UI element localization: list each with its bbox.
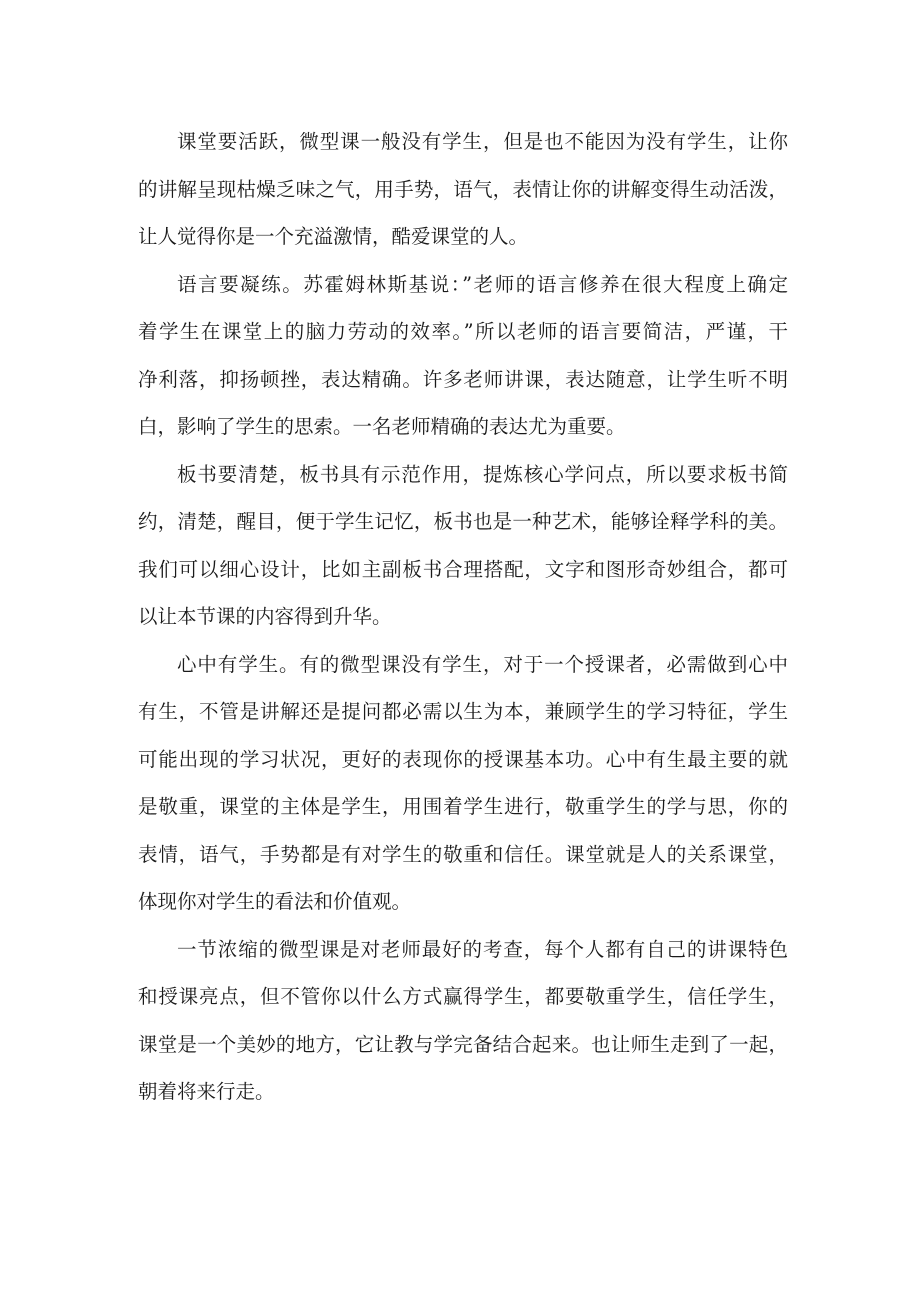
- text-line: 表情，语气，手势都是有对学生的敬重和信任。课堂就是人的关系课堂，: [138, 842, 788, 866]
- text-line: 和授课亮点，但不管你以什么方式赢得学生，都要敬重学生，信任学生，: [138, 985, 788, 1008]
- paragraph-students-in-mind: [138, 641, 788, 926]
- text-line: 语言要凝练。苏霍姆林斯基说：”老师的语言修养在很大程度上确定: [177, 272, 788, 296]
- paragraph-lively-classroom: [138, 118, 788, 261]
- text-line: 净利落，抑扬顿挫，表达精确。许多老师讲课，表达随意，让学生听不明: [138, 367, 788, 391]
- text-line: 心中有学生。有的微型课没有学生，对于一个授课者，必需做到心中: [177, 652, 788, 676]
- text-line: 有生，不管是讲解还是提问都必需以生为本，兼顾学生的学习特征，学生: [138, 700, 788, 723]
- paragraph-clear-blackboard: [138, 451, 788, 641]
- text-line: 朝着将来行走。: [138, 1080, 275, 1103]
- text-line: 板书要清楚，板书具有示范作用，提炼核心学问点，所以要求板书简: [177, 462, 788, 486]
- text-line: 课堂是一个美妙的地方，它让教与学完备结合起来。也让师生走到了一起，: [138, 1032, 788, 1056]
- text-line: 课堂要活跃，微型课一般没有学生，但是也不能因为没有学生，让你: [177, 130, 788, 153]
- text-line: 我们可以细心设计，比如主副板书合理搭配，文字和图形奇妙组合，都可: [138, 557, 788, 581]
- text-line: 以让本节课的内容得到升华。: [138, 605, 392, 628]
- text-line: 是敬重，课堂的主体是学生，用围着学生进行，敬重学生的学与思，你的: [138, 795, 788, 818]
- paragraph-concise-language: [138, 261, 788, 451]
- paragraph-conclusion: [138, 926, 788, 1116]
- text-line: 约，清楚，醒目，便于学生记忆，板书也是一种艺术，能够诠释学科的美。: [138, 510, 788, 533]
- document-body: [138, 118, 788, 1116]
- text-line: 可能出现的学习状况，更好的表现你的授课基本功。心中有生最主要的就: [138, 747, 788, 771]
- text-line: 白，影响了学生的思索。一名老师精确的表达尤为重要。: [138, 415, 626, 438]
- text-line: 让人觉得你是一个充溢激情，酷爱课堂的人。: [138, 225, 529, 248]
- text-line: 体现你对学生的看法和价值观。: [138, 890, 412, 913]
- text-line: 的讲解呈现枯燥乏味之气，用手势，语气，表情让你的讲解变得生动活泼，: [138, 177, 788, 201]
- text-line: 一节浓缩的微型课是对老师最好的考查，每个人都有自己的讲课特色: [177, 937, 788, 961]
- text-line: 着学生在课堂上的脑力劳动的效率。”所以老师的语言要简洁，严谨，干: [138, 320, 788, 343]
